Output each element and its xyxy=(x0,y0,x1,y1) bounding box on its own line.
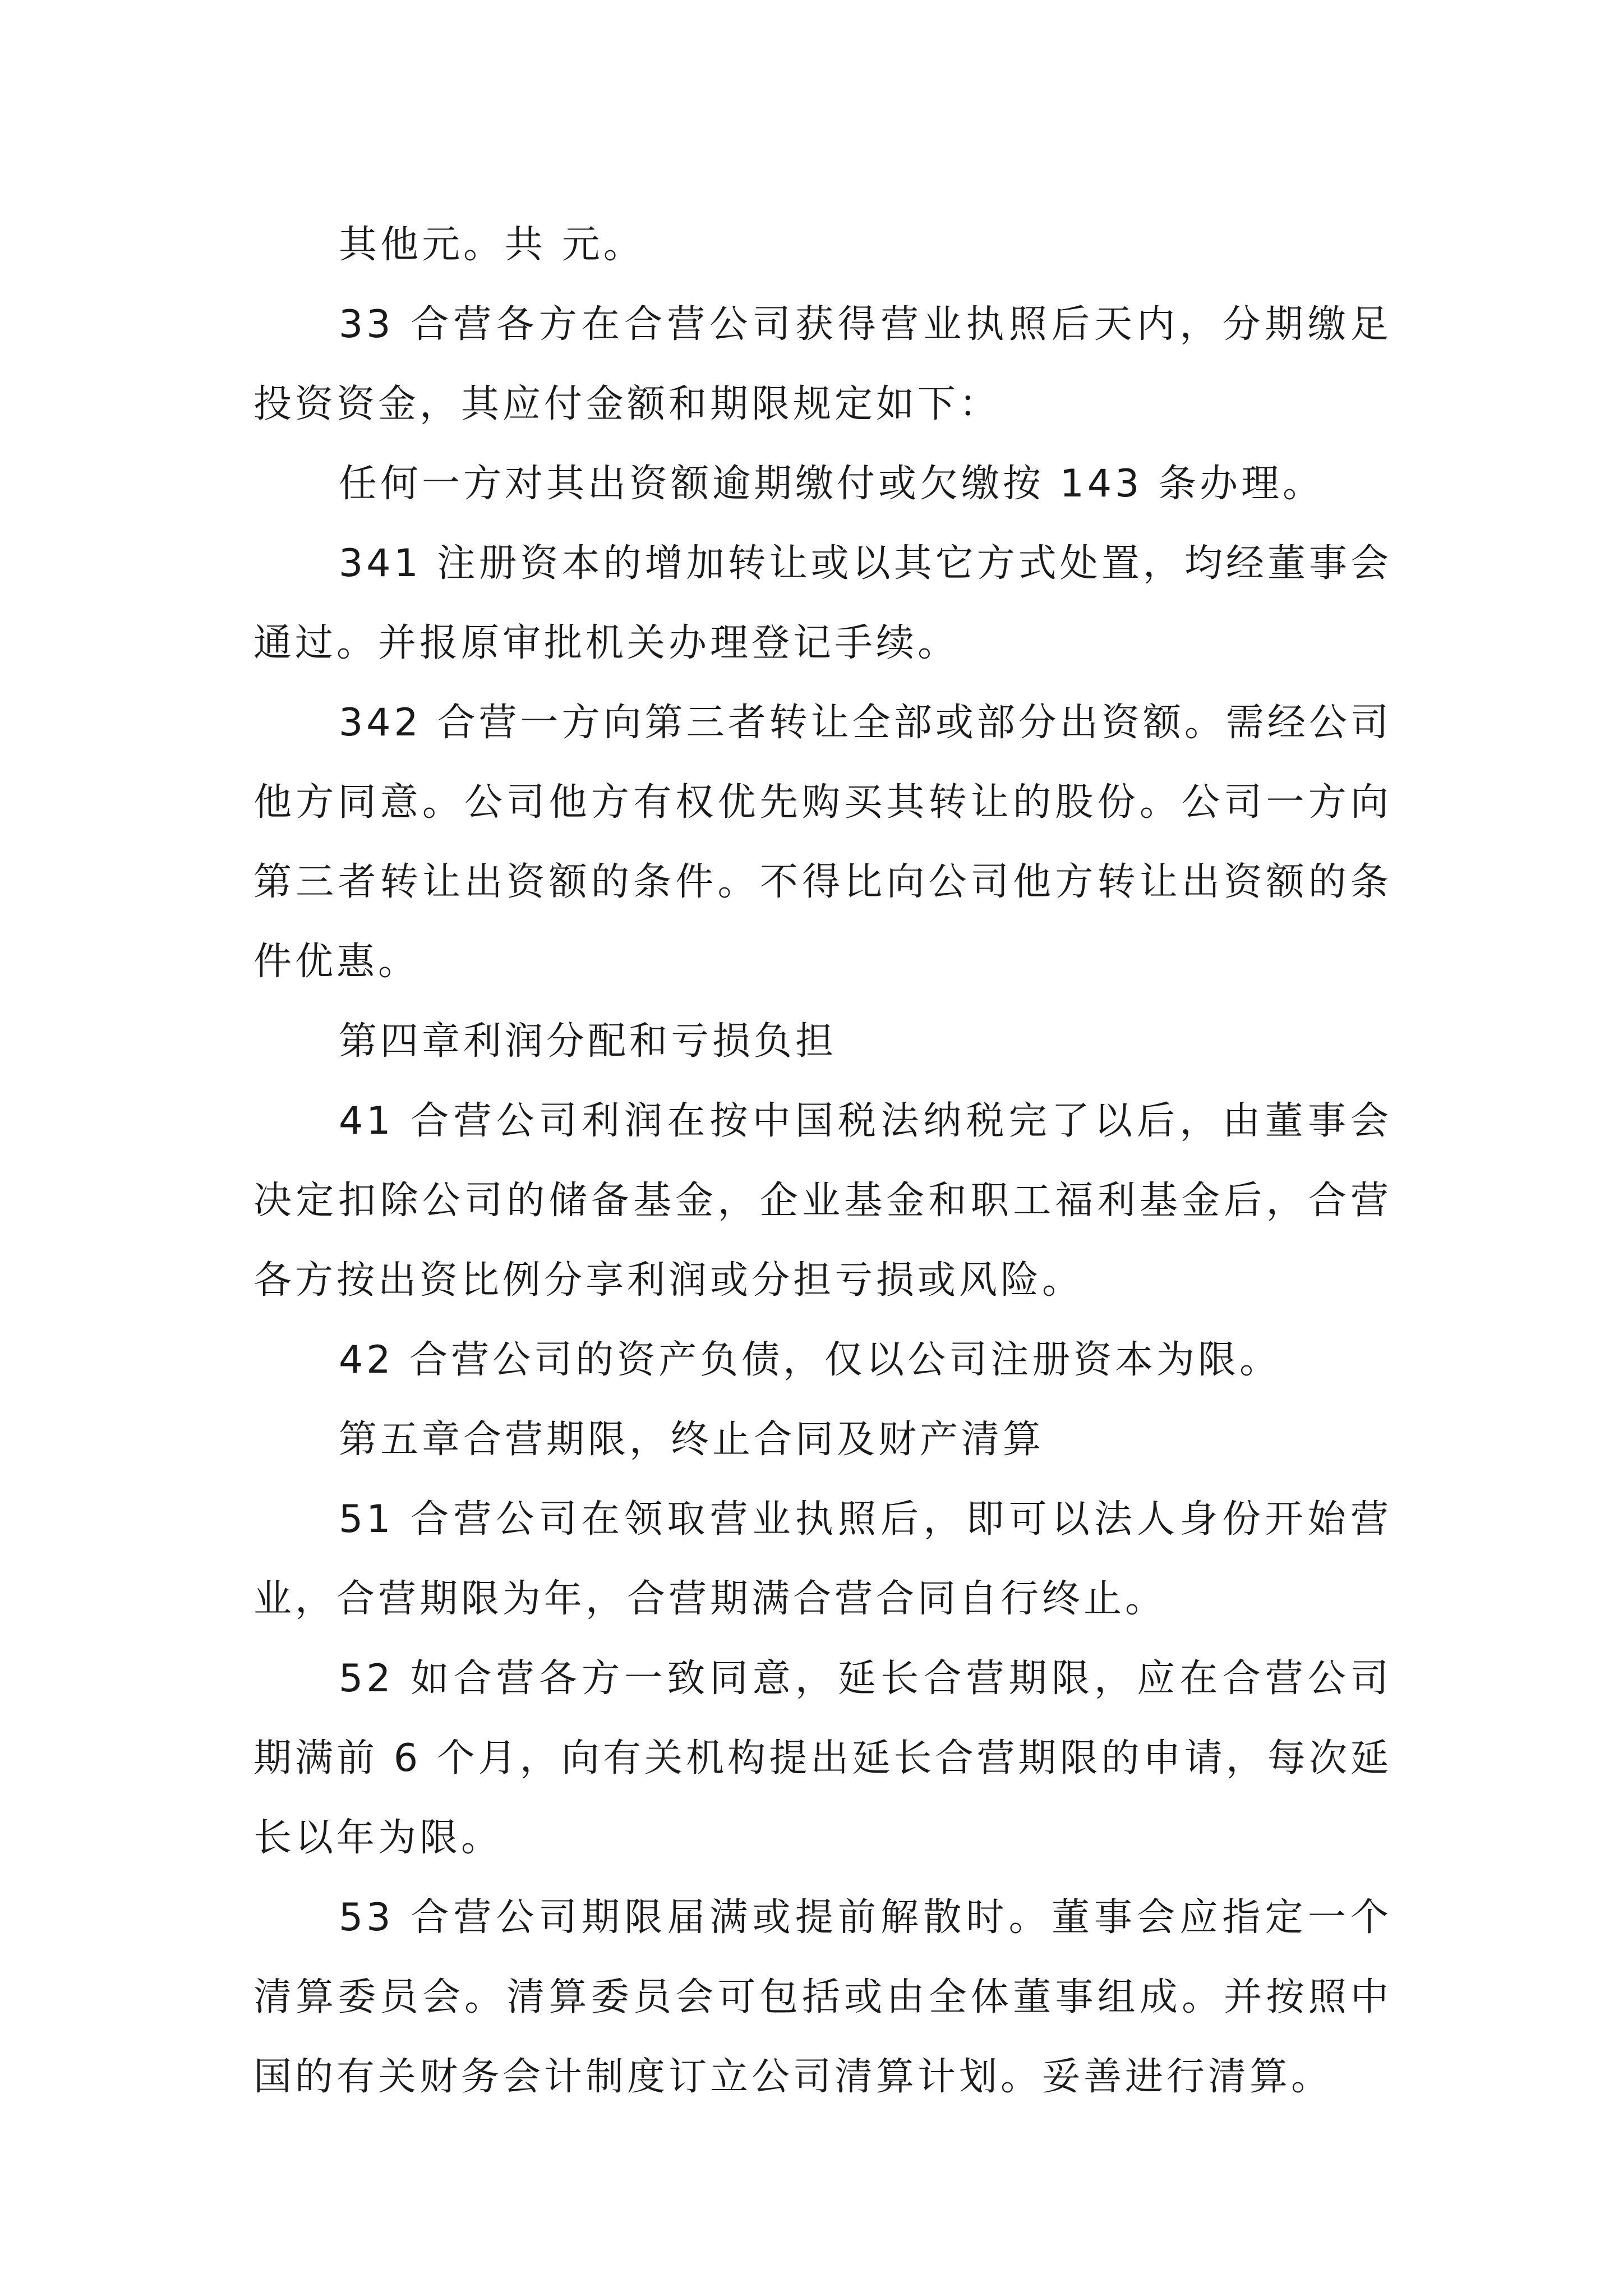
paragraph-2: 33 合营各方在合营公司获得营业执照后天内，分期缴足投资资金，其应付金额和期限规定如下： xyxy=(253,302,1392,426)
chapter-heading-5: 第五章合营期限，终止合同及财产清算 xyxy=(339,1418,1045,1462)
paragraph-8: 51 合营公司在领取营业执照后，即可以法人身份开始营业，合营期限为年，合营期满合营合同自行终止。 xyxy=(253,1497,1392,1621)
paragraph-9: 52 如合营各方一致同意，延长合营期限，应在合营公司期满前 6 个月，向有关机构提出延长合营期限的申请，每次延长以年为限。 xyxy=(253,1657,1392,1860)
paragraph-3: 任何一方对其出资额逾期缴付或欠缴按 143 条办理。 xyxy=(339,462,1325,506)
chapter-heading-4: 第四章利润分配和亏损负担 xyxy=(339,1019,837,1064)
paragraph-4: 341 注册资本的增加转让或以其它方式处置，均经董事会通过。并报原审批机关办理登记手续。 xyxy=(253,541,1392,665)
document-body xyxy=(253,205,1392,2117)
paragraph-6: 41 合营公司利润在按中国税法纳税完了以后，由董事会决定扣除公司的储备基金，企业基金和职工福利基金后，合营各方按出资比例分享利润或分担亏损或风险。 xyxy=(253,1099,1392,1303)
paragraph-5: 342 合营一方向第三者转让全部或部分出资额。需经公司他方同意。公司他方有权优先购买其转让的股份。公司一方向第三者转让出资额的条件。不得比向公司他方转让出资额的条件优惠。 xyxy=(253,701,1392,984)
paragraph-10: 53 合营公司期限届满或提前解散时。董事会应指定一个清算委员会。清算委员会可包括或由全体董事组成。并按照中国的有关财务会计制度订立公司清算计划。妥善进行清算。 xyxy=(253,1895,1392,2099)
paragraph-7: 42 合营公司的资产负债，仅以公司注册资本为限。 xyxy=(339,1338,1281,1382)
paragraph-1: 其他元。共 元。 xyxy=(339,223,645,267)
